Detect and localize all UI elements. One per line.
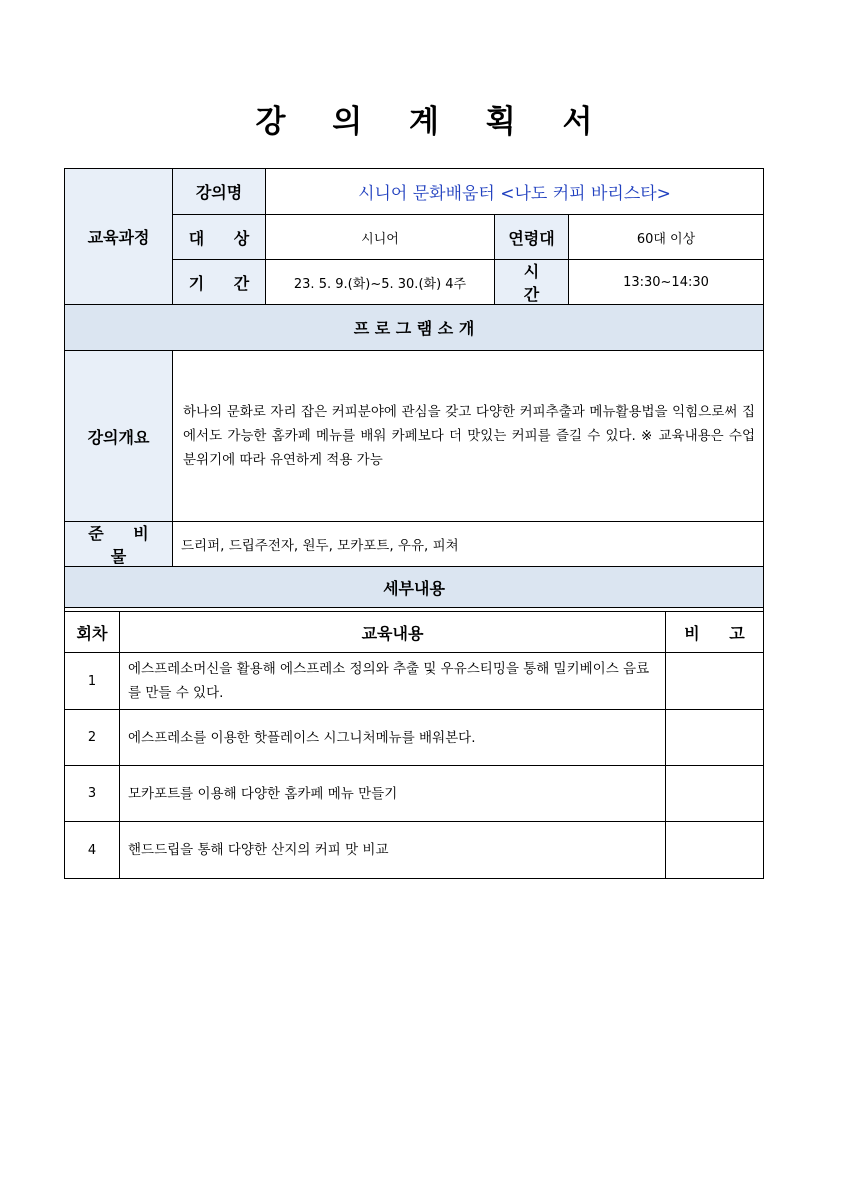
program-header: 프 로 그 램 소 개 xyxy=(64,304,764,351)
row-1-num: 1 xyxy=(64,652,120,710)
row-3-content: 모카포트를 이용해 다양한 홈카페 메뉴 만들기 xyxy=(119,765,666,822)
row-1-content: 에스프레소머신을 활용해 에스프레소 정의와 추출 및 우유스티밍을 통해 밀키베이스 음료를 만들 수 있다. xyxy=(119,652,666,710)
overview-text xyxy=(172,350,764,522)
age-label: 연령대 xyxy=(494,214,569,260)
time-value: 13:30~14:30 xyxy=(568,259,764,305)
row-4-note xyxy=(665,821,764,879)
time-label: 시 간 xyxy=(494,259,569,305)
period-label: 기 간 xyxy=(172,259,266,305)
row-4-content: 핸드드립을 통해 다양한 산지의 커피 맛 비교 xyxy=(119,821,666,879)
prep-text: 드리퍼, 드립주전자, 원두, 모카포트, 우유, 피쳐 xyxy=(172,521,764,567)
prep-label: 준 비 물 xyxy=(64,521,173,567)
row-3-note xyxy=(665,765,764,822)
col-header-round: 회차 xyxy=(64,611,120,653)
overview-text-content: 하나의 문화로 자리 잡은 커피분야에 관심을 갖고 다양한 커피추출과 메뉴활용법을 익힘으로써 집에서도 가능한 홈카페 메뉴를 배워 카페보다 더 맛있는 커피를 즐길 수 있다. ※ 교육내용은 수업 분위기에 따라 유연하게 적용 가능 xyxy=(183,404,755,468)
document-title: 강 의 계 획 서 xyxy=(255,104,611,140)
row-1-note xyxy=(665,652,764,710)
course-name-label: 강의명 xyxy=(172,168,266,215)
col-header-note: 비 고 xyxy=(665,611,764,653)
row-2-note xyxy=(665,709,764,766)
period-value: 23. 5. 9.(화)~5. 30.(화) 4주 xyxy=(265,259,495,305)
age-value: 60대 이상 xyxy=(568,214,764,260)
row-3-num: 3 xyxy=(64,765,120,822)
target-value: 시니어 xyxy=(265,214,495,260)
overview-label: 강의개요 xyxy=(64,350,173,522)
row-2-content: 에스프레소를 이용한 핫플레이스 시그니처메뉴를 배워본다. xyxy=(119,709,666,766)
lecture-plan-table xyxy=(64,168,764,879)
target-label: 대 상 xyxy=(172,214,266,260)
row-2-num: 2 xyxy=(64,709,120,766)
row-4-num: 4 xyxy=(64,821,120,879)
details-header: 세부내용 xyxy=(64,566,764,608)
course-name-value: 시니어 문화배움터 <나도 커피 바리스타> xyxy=(265,168,764,215)
course-section-label: 교육과정 xyxy=(64,168,173,305)
col-header-content: 교육내용 xyxy=(119,611,666,653)
